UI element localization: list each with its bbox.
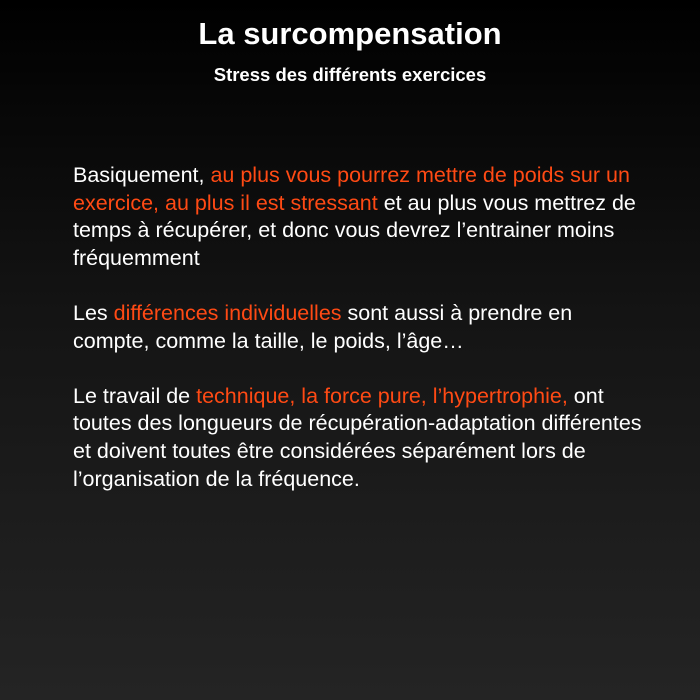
- paragraph-training-types: [73, 383, 643, 493]
- slide-body: [73, 162, 643, 521]
- paragraph-weight-stress: [73, 162, 643, 272]
- highlighted-text: technique, la force pure, l’hypertrophie,: [196, 383, 568, 408]
- slide-subtitle: Stress des différents exercices: [213, 64, 487, 85]
- slide-title: La surcompensation: [198, 16, 502, 51]
- paragraph-text: Le travail de: [73, 383, 197, 408]
- paragraph-text: Les: [73, 300, 114, 325]
- highlighted-text: différences individuelles: [113, 300, 342, 325]
- paragraph-text: et au plus vous mettrez de temps à récupérer, et donc vous devrez l’entrainer moins fréquemment: [73, 190, 636, 270]
- paragraph-text: Basiquement,: [73, 163, 211, 187]
- paragraph-individual-differences: [73, 300, 643, 355]
- paragraph-text: ont toutes des longueurs de récupération-adaptation différentes et doivent toutes être considérées séparément lors de l’organisation de la fréquence.: [73, 383, 642, 491]
- paragraph-text: sont aussi à prendre en compte, comme la taille, le poids, l’âge…: [73, 300, 573, 353]
- highlighted-text: au plus vous pourrez mettre de poids sur un exercice, au plus il est stressant: [73, 163, 630, 215]
